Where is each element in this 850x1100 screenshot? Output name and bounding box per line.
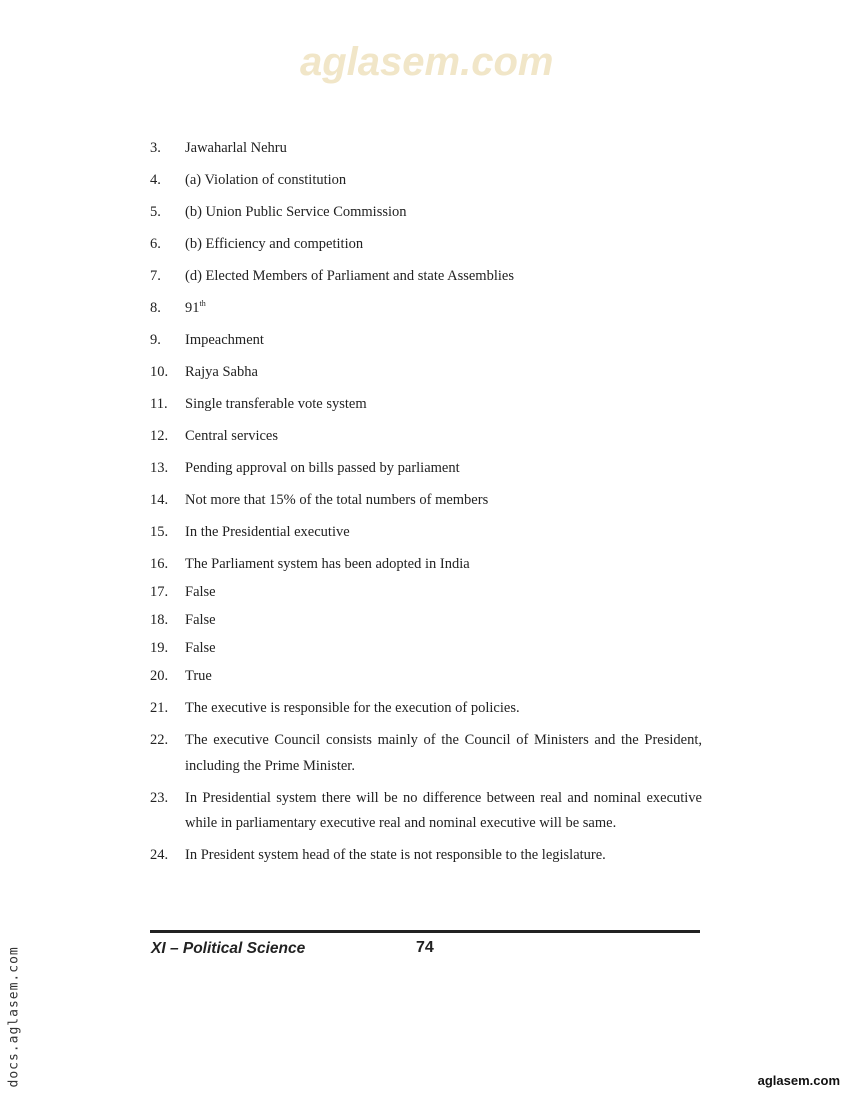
answer-item (150, 232, 702, 258)
answer-item (150, 264, 702, 290)
answer-item (150, 488, 702, 514)
answer-item (150, 608, 702, 634)
answer-text (185, 360, 702, 386)
answer-item (150, 200, 702, 226)
answer-number: 5. (150, 204, 161, 220)
answer-text-main: Not more that 15% of the total numbers of members (185, 492, 489, 508)
ordinal-suffix: th (199, 299, 206, 309)
answer-text-main: In the Presidential executive (185, 524, 350, 540)
answer-number: 7. (150, 268, 161, 284)
answer-text (185, 264, 702, 290)
answer-number: 18. (150, 612, 169, 628)
answer-list (150, 136, 702, 875)
answer-item (150, 696, 702, 722)
answer-item (150, 636, 702, 662)
answer-text (185, 696, 702, 722)
answer-number: 8. (150, 300, 161, 316)
answer-number: 12. (150, 428, 169, 444)
answer-number: 21. (150, 700, 169, 716)
answer-text (185, 636, 702, 662)
answer-text-main: In Presidential system there will be no difference between real and nominal executive while in parliamentary executive real and nominal executive will be same. (185, 789, 702, 831)
answer-text-main: 91 (185, 300, 200, 316)
answer-text (185, 580, 702, 606)
answer-text-main: Central services (185, 428, 279, 444)
watermark: aglasem.com (300, 40, 554, 84)
footer-rule (150, 930, 700, 933)
answer-text-main: Rajya Sabha (185, 364, 258, 380)
answer-item (150, 664, 702, 690)
answer-text (185, 552, 702, 578)
answer-item (150, 296, 702, 322)
answer-item (150, 392, 702, 418)
answer-text (185, 424, 702, 450)
answer-text (185, 136, 702, 162)
answer-text (185, 664, 702, 690)
side-url: docs.aglasem.com (6, 946, 22, 1088)
answer-number: 15. (150, 524, 169, 540)
answer-text (185, 328, 702, 354)
answer-number: 23. (150, 789, 169, 806)
footer-title: XI – Political Science (151, 940, 306, 957)
answer-item (150, 456, 702, 482)
answer-number: 4. (150, 172, 161, 188)
answer-text-main: Jawaharlal Nehru (185, 140, 287, 156)
answer-text (185, 392, 702, 418)
answer-item (150, 580, 702, 606)
answer-text-main: Impeachment (185, 332, 264, 348)
answer-text-main: In President system head of the state is not responsible to the legislature. (185, 847, 606, 863)
answer-text (185, 456, 702, 482)
answer-text-main: Single transferable vote system (185, 396, 367, 412)
answer-text-main: False (185, 640, 216, 656)
answer-text (185, 520, 702, 546)
page-number: 74 (416, 939, 434, 956)
answer-item (150, 424, 702, 450)
answer-text-main: (a) Violation of constitution (185, 172, 347, 188)
answer-text-main: False (185, 584, 216, 600)
answer-text-main: False (185, 612, 216, 628)
answer-text-main: (b) Efficiency and competition (185, 236, 364, 252)
answer-number: 24. (150, 847, 169, 863)
answer-text-main: (d) Elected Members of Parliament and state Assemblies (185, 268, 514, 284)
answer-item (150, 328, 702, 354)
answer-text-main: (b) Union Public Service Commission (185, 204, 407, 220)
answer-number: 10. (150, 364, 169, 380)
answer-number: 14. (150, 492, 169, 508)
answer-item (150, 168, 702, 194)
answer-number: 11. (150, 396, 168, 412)
answer-item (150, 843, 702, 869)
answer-number: 3. (150, 140, 161, 156)
answer-item (150, 786, 702, 837)
answer-number: 9. (150, 332, 161, 348)
answer-text (185, 200, 702, 226)
answer-item (150, 136, 702, 162)
answer-number: 13. (150, 460, 169, 476)
answer-text-main: The executive is responsible for the execution of policies. (185, 700, 520, 716)
answer-text (185, 296, 702, 322)
answer-item (150, 728, 702, 779)
answer-text (185, 728, 702, 779)
answer-number: 22. (150, 732, 169, 748)
answer-text (185, 786, 702, 837)
answer-text (185, 843, 702, 869)
answer-text (185, 608, 702, 634)
answer-number: 19. (150, 640, 169, 656)
answer-text (185, 232, 702, 258)
answer-item (150, 520, 702, 546)
answer-text-main: The executive Council consists mainly of the Council of Ministers and the President, including the Prime Minister. (185, 732, 702, 774)
answer-text-main: Pending approval on bills passed by parliament (185, 460, 460, 476)
answer-number: 6. (150, 236, 161, 252)
brand-link[interactable]: aglasem.com (757, 1073, 840, 1088)
answer-number: 20. (150, 668, 169, 684)
answer-text (185, 488, 702, 514)
answer-text-main: True (185, 668, 212, 684)
answer-number: 16. (150, 556, 169, 572)
answer-item (150, 552, 702, 578)
answer-text (185, 168, 702, 194)
answer-text-main: The Parliament system has been adopted in India (185, 556, 470, 572)
answer-item (150, 360, 702, 386)
answer-number: 17. (150, 584, 169, 600)
